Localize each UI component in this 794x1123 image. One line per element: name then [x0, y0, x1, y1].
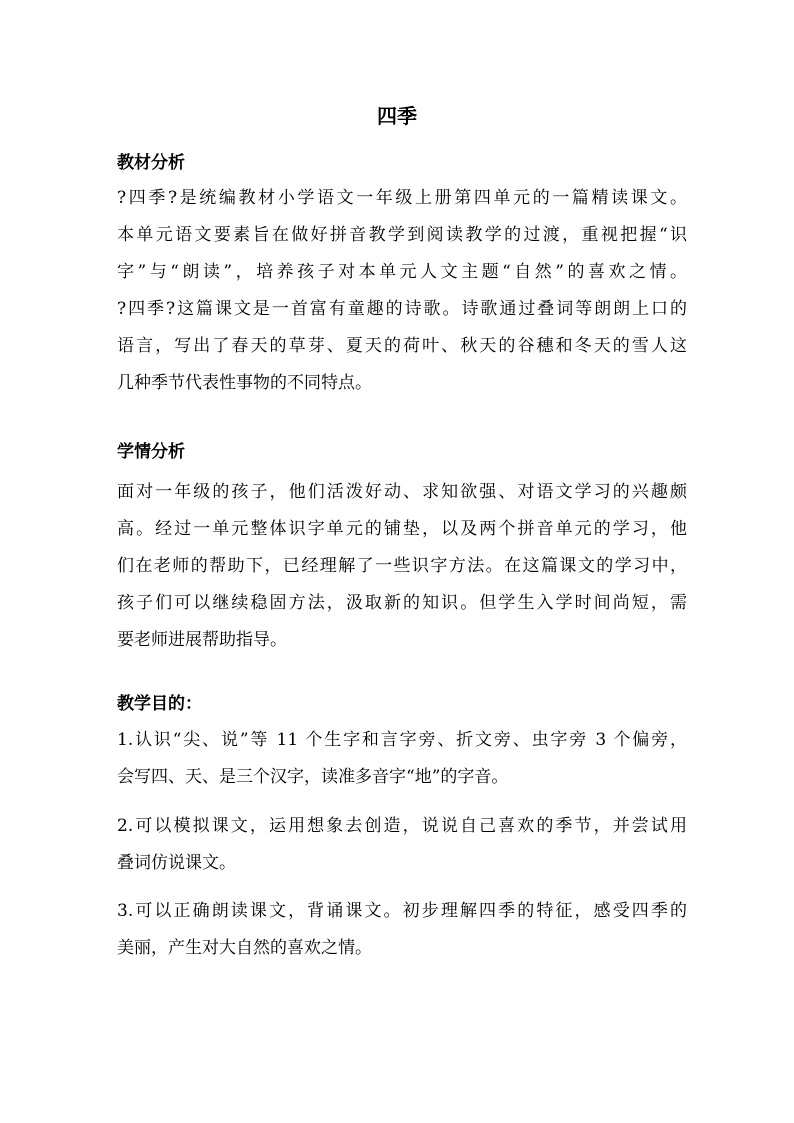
paragraph-textbook-analysis: [117, 180, 687, 402]
text-line: 字”与“朗读”，培养孩子对本单元人文主题“自然”的喜欢之情。: [117, 262, 687, 282]
text-line: 美丽，产生对大自然的喜欢之情。: [117, 938, 372, 958]
paragraph-student-analysis: [117, 474, 687, 659]
text-line: 面对一年级的孩子，他们活泼好动、求知欲强、对语文学习的兴趣颇: [117, 482, 687, 502]
text-line: 语言，写出了春天的草芽、夏天的荷叶、秋天的谷穗和冬天的雪人这: [117, 336, 687, 356]
text-line: 孩子们可以继续稳固方法，汲取新的知识。但学生入学时间尚短，需: [117, 593, 687, 613]
document-title: 四季: [377, 104, 417, 128]
text-line: 几种季节代表性事物的不同特点。: [117, 373, 372, 393]
section-heading-textbook-analysis: 教材分析: [117, 153, 185, 173]
list-item-goal-3: [117, 893, 687, 967]
text-line: 1.认识“尖、说”等 11 个生字和言字旁、折文旁、虫字旁 3 个偏旁，: [117, 730, 687, 750]
list-item-goal-1: [117, 722, 687, 796]
text-line: 们在老师的帮助下，已经理解了一些识字方法。在这篇课文的学习中，: [117, 556, 687, 576]
text-line: 会写四、天、是三个汉字，读准多音字“地”的字音。: [117, 767, 509, 787]
text-line: 2.可以模拟课文，运用想象去创造，说说自己喜欢的季节，并尝试用: [117, 816, 687, 836]
text-line: ?四季?是统编教材小学语文一年级上册第四单元的一篇精读课文。: [117, 188, 687, 208]
list-item-goal-2: [117, 808, 687, 882]
text-line: 高。经过一单元整体识字单元的铺垫，以及两个拼音单元的学习，他: [117, 519, 687, 539]
text-line: ?四季?这篇课文是一首富有童趣的诗歌。诗歌通过叠词等朗朗上口的: [117, 299, 687, 319]
text-line: 叠词仿说课文。: [117, 853, 236, 873]
text-line: 本单元语文要素旨在做好拼音教学到阅读教学的过渡，重视把握“识: [117, 225, 687, 245]
section-heading-student-analysis: 学情分析: [117, 442, 185, 462]
text-line: 要老师进展帮助指导。: [117, 630, 287, 650]
section-heading-teaching-goals: 教学目的：: [117, 694, 202, 714]
text-line: 3.可以正确朗读课文，背诵课文。初步理解四季的特征，感受四季的: [117, 901, 687, 921]
